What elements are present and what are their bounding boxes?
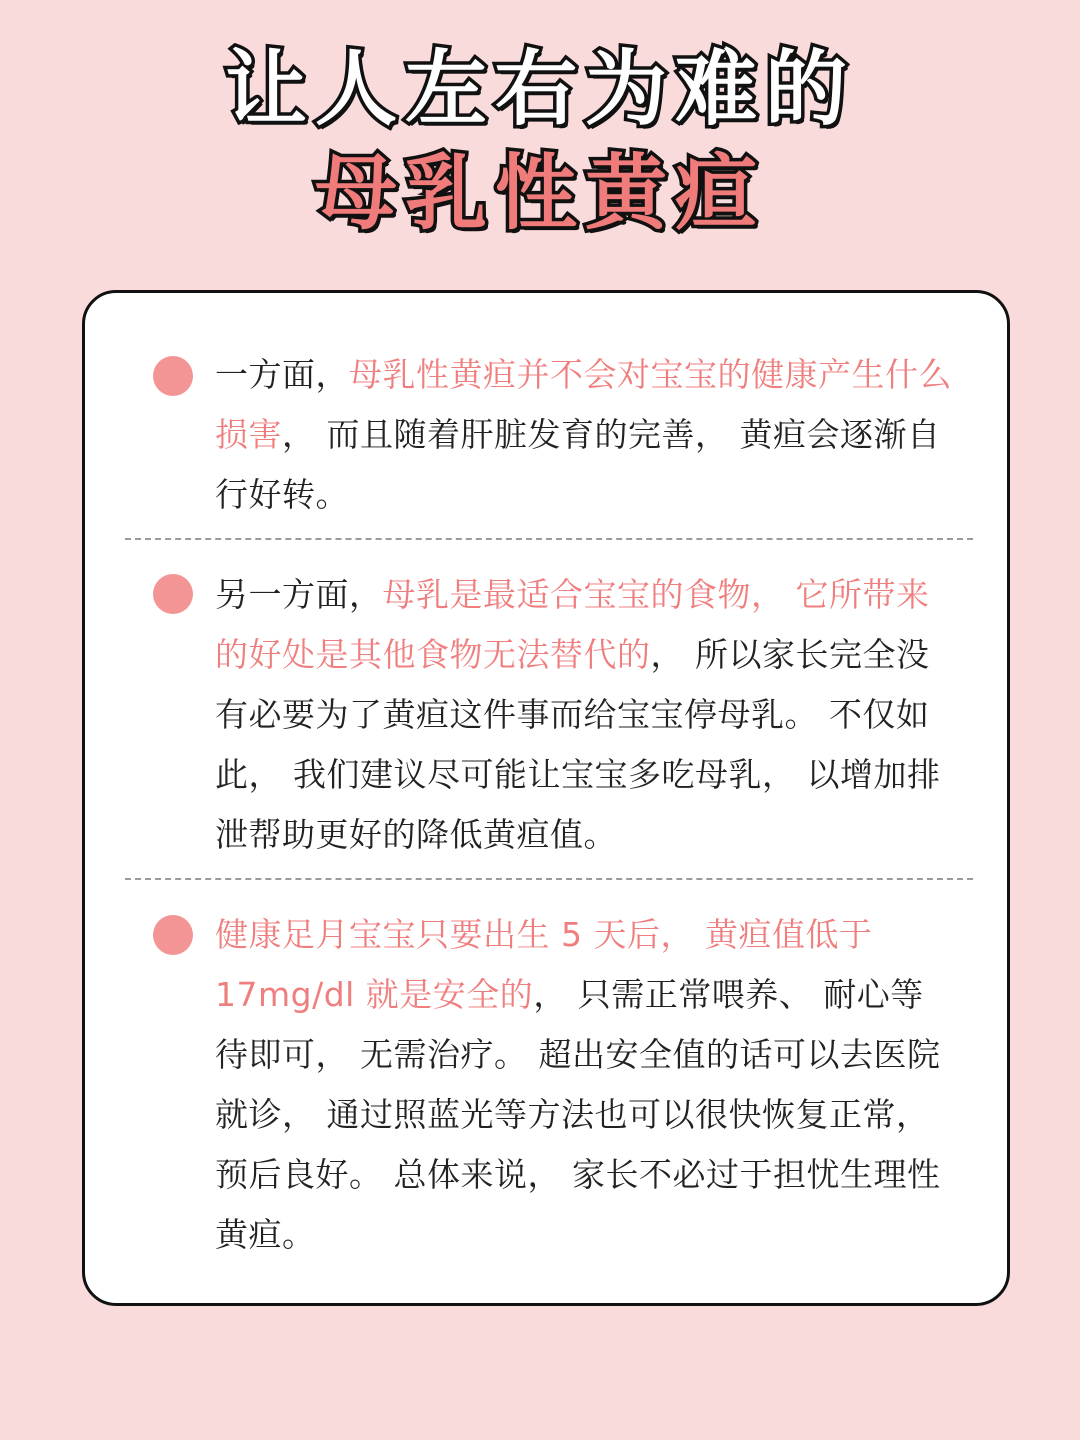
section-2-lead: 另一方面， — [215, 575, 383, 614]
section-divider — [125, 878, 973, 880]
section-2-body: ， 所以家长完全没有必要为了黄疸这件事而给宝宝停母乳。 不仅如此， 我们建议尽可能让宝宝多吃母乳， 以增加排泄帮助更好的降低黄疸值。 — [215, 635, 941, 854]
section-3-text — [215, 905, 955, 1265]
section-2-highlight: 母乳是最适合宝宝的食物， 它所带来的好处是其他食物无法替代的 — [215, 575, 930, 674]
section-2-text — [215, 565, 955, 865]
bullet-dot-icon — [153, 915, 193, 955]
section-3-highlight: 健康足月宝宝只要出生 5 天后， 黄疸值低于17mg/dl 就是安全的 — [215, 915, 873, 1014]
title-line-1: 让人左右为难的 — [224, 42, 855, 137]
content-card — [82, 290, 1010, 1306]
bullet-dot-icon — [153, 356, 193, 396]
section-1-body: ， 而且随着肝脏发育的完善， 黄疸会逐渐自行好转。 — [215, 415, 941, 514]
section-1-lead: 一方面， — [215, 355, 349, 394]
section-3-body: ， 只需正常喂养、 耐心等待即可， 无需治疗。 超出安全值的话可以去医院就诊， 通过照蓝光等方法也可以很快恢复正常， 预后良好。 总体来说， 家长不必过于担忧生理性黄疸。 — [215, 975, 941, 1254]
title-line-2: 母乳性黄疸 — [314, 146, 765, 241]
section-1-highlight: 母乳性黄疸并不会对宝宝的健康产生什么损害 — [215, 355, 952, 454]
section-1-text — [215, 345, 955, 525]
bullet-dot-icon — [153, 574, 193, 614]
page-header — [0, 40, 1080, 244]
section-divider — [125, 538, 973, 540]
